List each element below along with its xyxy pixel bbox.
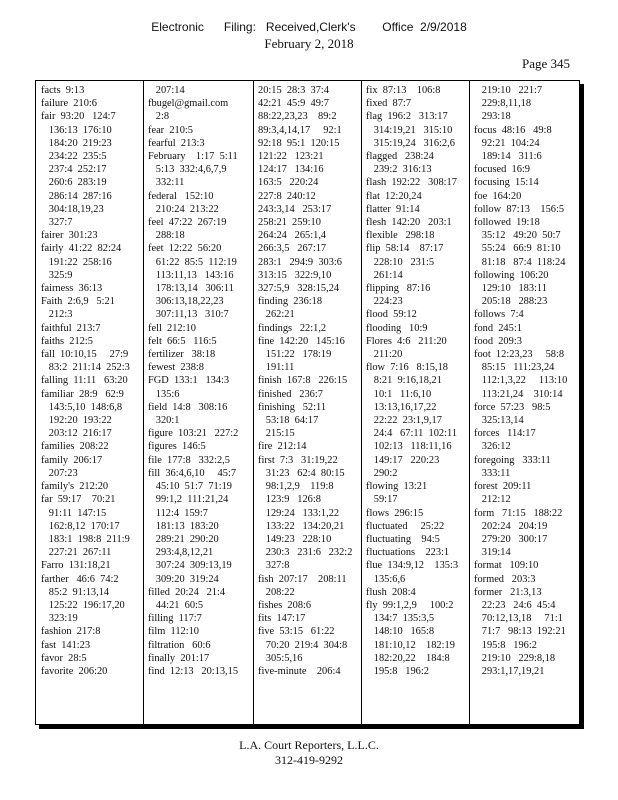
index-entry: 85:2 91:13,14 — [41, 586, 110, 598]
index-entry: 289:21 290:20 — [148, 533, 219, 545]
index-entry: 113:11,13 143:16 — [148, 269, 234, 281]
index-entry: 219:10 229:8,18 — [474, 652, 556, 664]
index-entry: 136:13 176:10 — [41, 124, 112, 136]
index-column-5 — [474, 84, 567, 678]
index-entry: 70:12,13,18 71:1 — [474, 613, 563, 625]
index-entry: flowing 13:21 — [366, 481, 428, 493]
index-entry: fishes 208:6 — [258, 599, 312, 611]
index-entry: 211:20 — [366, 349, 403, 361]
index-column-2 — [148, 84, 238, 678]
index-entry: 210:24 213:22 — [148, 203, 219, 215]
index-entry: formed 203:3 — [474, 573, 536, 585]
index-entry: fluctuated 25:22 — [366, 520, 445, 532]
index-entry: fill 36:4,6,10 45:7 — [148, 467, 237, 479]
index-entry: feel 47:22 267:19 — [148, 217, 227, 229]
index-entry: 192:20 193:22 — [41, 415, 112, 427]
index-entry: 61:22 85:5 112:19 — [148, 256, 237, 268]
index-entry: 326:12 — [474, 441, 511, 453]
index-entry: flatter 91:14 — [366, 203, 420, 215]
index-entry: fear 210:5 — [148, 124, 194, 136]
index-entry: forces 114:17 — [474, 428, 536, 440]
index-entry: faiths 212:5 — [41, 335, 93, 347]
index-entry: fluctuations 223:1 — [366, 547, 450, 559]
index-entry: 92:21 104:24 — [474, 137, 540, 149]
index-entry: fix 87:13 106:8 — [366, 85, 441, 96]
index-entry: former 21:3,13 — [474, 586, 542, 598]
index-entry: family's 212:20 — [41, 481, 109, 493]
index-entry: five 53:15 61:22 — [258, 626, 335, 638]
reporter-phone: 312-419-9292 — [275, 753, 343, 767]
index-entry: 99:1,2 111:21,24 — [148, 494, 229, 506]
index-entry: favorite 206:20 — [41, 665, 108, 677]
index-entry: 53:18 64:17 — [258, 415, 319, 427]
index-entry: flat 12:20,24 — [366, 190, 422, 202]
index-entry: 149:23 228:10 — [258, 533, 332, 545]
index-entry: 227:8 240:12 — [258, 190, 316, 202]
index-entry: fast 141:23 — [41, 639, 91, 651]
index-entry: 8:21 9:16,18,21 — [366, 375, 442, 387]
index-entry: 327:5,9 328:15,24 — [258, 283, 340, 295]
index-entry: 88:22,23,23 89:2 — [258, 111, 337, 123]
index-entry: fairer 301:23 — [41, 230, 98, 242]
index-entry: flows 296:15 — [366, 507, 424, 519]
index-entry: 92:18 95:1 120:15 — [258, 137, 340, 149]
index-entry: 327:8 — [258, 560, 290, 572]
index-entry: figure 103:21 227:2 — [148, 428, 239, 440]
column-divider — [361, 81, 362, 724]
index-entry: 148:10 165:8 — [366, 626, 435, 638]
index-entry: 102:13 118:11,16 — [366, 441, 452, 453]
index-entry: 163:5 220:24 — [258, 177, 319, 189]
index-entry: 124:17 134:16 — [258, 164, 324, 176]
index-entry: foe 164:20 — [474, 190, 522, 202]
index-entry: food 209:3 — [474, 335, 522, 347]
index-entry: 191:11 — [258, 362, 295, 374]
index-entry: find 12:13 20:13,15 — [148, 665, 239, 677]
index-entry: 313:15 322:9,10 — [258, 269, 332, 281]
index-entry: form 71:15 188:22 — [474, 507, 563, 519]
index-entry: 181:10,12 182:19 — [366, 639, 455, 651]
index-entry: 112:4 159:7 — [148, 507, 208, 519]
index-entry: file 177:8 332:2,5 — [148, 454, 230, 466]
index-entry: 151:22 178:19 — [258, 349, 332, 361]
index-entry: 332:11 — [148, 177, 185, 189]
index-entry: February 1:17 5:11 — [148, 151, 238, 163]
index-entry: 113:21,24 310:14 — [474, 388, 563, 400]
index-entry: 260:6 283:19 — [41, 177, 107, 189]
index-entry: favor 28:5 — [41, 652, 87, 664]
index-entry: 125:22 196:17,20 — [41, 599, 125, 611]
index-entry: 121:22 123:21 — [258, 151, 324, 163]
index-entry: farther 46:6 74:2 — [41, 573, 119, 585]
index-entry: five-minute 206:4 — [258, 665, 341, 677]
index-entry: 237:4 252:17 — [41, 164, 107, 176]
index-entry: 229:8,11,18 — [474, 98, 532, 110]
index-entry: 135:6 — [148, 388, 180, 400]
filing-stamp: Electronic Filing: Received,Clerk's Office 2/9/2018 — [151, 20, 467, 34]
index-entry: Farro 131:18,21 — [41, 560, 111, 572]
index-entry: flush 208:4 — [366, 586, 416, 598]
index-entry: 183:1 198:8 211:9 — [41, 533, 130, 545]
index-entry: 290:2 — [366, 467, 398, 479]
index-entry: focused 16:9 — [474, 164, 530, 176]
index-entry: 215:15 — [258, 428, 295, 440]
index-entry: fits 147:17 — [258, 613, 306, 625]
index-entry: 123:9 126:8 — [258, 494, 321, 506]
index-entry: falling 11:11 63:20 — [41, 375, 128, 387]
index-entry: flip 58:14 87:17 — [366, 243, 444, 255]
index-entry: 129:10 183:11 — [474, 283, 547, 295]
index-entry: 83:2 211:14 252:3 — [41, 362, 130, 374]
index-entry: 203:12 216:17 — [41, 428, 112, 440]
index-entry: fearful 213:3 — [148, 137, 205, 149]
index-entry: 320:1 — [148, 415, 180, 427]
index-entry: 44:21 60:5 — [148, 599, 204, 611]
index-entry: finished 236:7 — [258, 388, 323, 400]
index-entry: 307:11,13 310:7 — [148, 309, 229, 321]
index-entry: fbugel@gmail.com — [148, 98, 229, 110]
index-column-1 — [41, 84, 130, 678]
index-entry: following 106:20 — [474, 269, 549, 281]
index-entry: finding 236:18 — [258, 296, 323, 308]
index-entry: 134:7 135:3,5 — [366, 613, 435, 625]
index-entry: FGD 133:1 134:3 — [148, 375, 230, 387]
index-entry: felt 66:5 116:5 — [148, 335, 217, 347]
index-entry: focus 48:16 49:8 — [474, 124, 552, 136]
index-entry: 10:1 11:6,10 — [366, 388, 432, 400]
index-entry: flue 134:9,12 135:3 — [366, 560, 459, 572]
index-entry: 55:24 66:9 81:10 — [474, 243, 561, 255]
index-entry: fond 245:1 — [474, 322, 522, 334]
index-entry: flood 59:12 — [366, 309, 417, 321]
index-entry: 207:23 — [41, 467, 78, 479]
index-entry: 162:8,12 170:17 — [41, 520, 120, 532]
index-entry: 31:23 62:4 80:15 — [258, 467, 345, 479]
index-entry: 98:1,2,9 119:8 — [258, 481, 334, 493]
index-entry: 24:4 67:11 102:11 — [366, 428, 458, 440]
index-entry: filled 20:24 21:4 — [148, 586, 226, 598]
index-column-4 — [366, 84, 458, 678]
index-entry: 227:21 267:11 — [41, 547, 112, 559]
index-entry: 70:20 219:4 304:8 — [258, 639, 348, 651]
index-entry: 305:5,16 — [258, 652, 303, 664]
index-entry: facts 9:13 — [41, 85, 85, 96]
page-number: Page 345 — [521, 56, 570, 71]
word-index-box — [35, 80, 580, 725]
index-entry: 234:22 235:5 — [41, 151, 107, 163]
index-entry: 71:7 98:13 192:21 — [474, 626, 566, 638]
index-entry: fly 99:1,2,9 100:2 — [366, 599, 454, 611]
index-entry: foregoing 333:11 — [474, 454, 551, 466]
index-entry: failure 210:6 — [41, 98, 97, 110]
index-entry: findings 22:1,2 — [258, 322, 327, 334]
index-entry: 81:18 87:4 118:24 — [474, 256, 566, 268]
index-entry: family 206:17 — [41, 454, 103, 466]
index-entry: format 109:10 — [474, 560, 539, 572]
index-entry: finish 167:8 226:15 — [258, 375, 348, 387]
index-entry: 327:7 — [41, 217, 73, 229]
index-entry: finishing 52:11 — [258, 401, 327, 413]
index-entry: 2:8 — [148, 111, 170, 123]
index-entry: followed 19:18 — [474, 217, 540, 229]
index-entry: fashion 217:8 — [41, 626, 101, 638]
index-entry: 208:22 — [258, 586, 295, 598]
index-entry: 219:10 221:7 — [474, 85, 543, 96]
index-entry: follows 7:4 — [474, 309, 524, 321]
index-entry: 59:17 — [366, 494, 398, 506]
column-divider — [143, 81, 144, 724]
index-entry: 239:2 316:13 — [366, 164, 432, 176]
index-entry: forest 209:11 — [474, 481, 532, 493]
index-entry: 149:17 220:23 — [366, 454, 440, 466]
reporter-name: L.A. Court Reporters, L.L.C. — [239, 738, 379, 752]
index-entry: 5:13 332:4,6,7,9 — [148, 164, 227, 176]
index-entry: 181:13 183:20 — [148, 520, 219, 532]
index-entry: 35:12 49:20 50:7 — [474, 230, 561, 242]
index-entry: 325:9 — [41, 269, 73, 281]
index-entry: 22:23 24:6 45:4 — [474, 599, 556, 611]
index-entry: 323:19 — [41, 613, 78, 625]
index-entry: 262:21 — [258, 309, 295, 321]
index-entry: federal 152:10 — [148, 190, 214, 202]
column-divider — [253, 81, 254, 724]
index-entry: flexible 298:18 — [366, 230, 435, 242]
index-entry: 283:1 294:9 303:6 — [258, 256, 342, 268]
index-entry: 89:3,4,14,17 92:1 — [258, 124, 342, 136]
index-entry: flagged 238:24 — [366, 151, 434, 163]
index-entry: 133:22 134:20,21 — [258, 520, 345, 532]
index-entry: 45:10 51:7 71:19 — [148, 481, 232, 493]
index-entry: fertilizer 38:18 — [148, 349, 216, 361]
index-entry: fairly 41:22 82:24 — [41, 243, 122, 255]
index-entry: 258:21 259:10 — [258, 217, 321, 229]
column-divider — [469, 81, 470, 724]
index-entry: flesh 142:20 203:1 — [366, 217, 452, 229]
index-entry: flow 7:16 8:15,18 — [366, 362, 448, 374]
index-entry: 261:14 — [366, 269, 403, 281]
index-entry: 129:24 133:1,22 — [258, 507, 340, 519]
index-entry: fire 212:14 — [258, 441, 307, 453]
index-entry: 91:11 147:15 — [41, 507, 107, 519]
index-entry: first 7:3 31:19,22 — [258, 454, 338, 466]
index-entry: 264:24 265:1,4 — [258, 230, 327, 242]
index-entry: fish 207:17 208:11 — [258, 573, 347, 585]
index-entry: focusing 15:14 — [474, 177, 539, 189]
index-entry: flag 196:2 313:17 — [366, 111, 448, 123]
index-entry: 212:12 — [474, 494, 511, 506]
index-entry: Flores 4:6 211:20 — [366, 335, 447, 347]
index-entry: foot 12:23,23 58:8 — [474, 349, 565, 361]
index-entry: follow 87:13 156:5 — [474, 203, 565, 215]
index-entry: feet 12:22 56:20 — [148, 243, 222, 255]
index-entry: 325:13,14 — [474, 415, 524, 427]
index-entry: fair 93:20 124:7 — [41, 111, 116, 123]
index-entry: field 14:8 308:16 — [148, 401, 228, 413]
index-entry: 333:11 — [474, 467, 511, 479]
index-entry: 135:6,6 — [366, 573, 406, 585]
index-entry: 307:24 309:13,19 — [148, 560, 232, 572]
index-entry: 306:13,18,22,23 — [148, 296, 224, 308]
index-entry: 42:21 45:9 49:7 — [258, 98, 330, 110]
index-entry: 293:1,17,19,21 — [474, 665, 545, 677]
index-entry: 20:15 28:3 37:4 — [258, 85, 330, 96]
index-entry: 195:8 196:2 — [366, 665, 429, 677]
filing-date: February 2, 2018 — [264, 36, 354, 51]
index-entry: finally 201:17 — [148, 652, 210, 664]
index-entry: 85:15 111:23,24 — [474, 362, 555, 374]
index-entry: 182:20,22 184:8 — [366, 652, 450, 664]
index-entry: fell 212:10 — [148, 322, 196, 334]
index-entry: 243:3,14 253:17 — [258, 203, 332, 215]
index-entry: flooding 10:9 — [366, 322, 428, 334]
index-entry: 202:24 204:19 — [474, 520, 548, 532]
index-entry: 293:18 — [474, 111, 511, 123]
index-entry: fine 142:20 145:16 — [258, 335, 345, 347]
index-entry: 286:14 287:16 — [41, 190, 112, 202]
index-entry: filtration 60:6 — [148, 639, 211, 651]
index-entry: 195:8 196:2 — [474, 639, 537, 651]
index-entry: fairness 36:13 — [41, 283, 103, 295]
index-entry: 314:19,21 315:10 — [366, 124, 453, 136]
index-entry: force 57:23 98:5 — [474, 401, 551, 413]
index-entry: 266:3,5 267:17 — [258, 243, 327, 255]
index-entry: 293:4,8,12,21 — [148, 547, 214, 559]
index-entry: 224:23 — [366, 296, 403, 308]
index-entry: 207:14 — [148, 85, 185, 96]
index-entry: 205:18 288:23 — [474, 296, 548, 308]
index-entry: filling 117:7 — [148, 613, 202, 625]
index-entry: 178:13,14 306:11 — [148, 283, 234, 295]
index-entry: flash 192:22 308:17 — [366, 177, 457, 189]
index-entry: 288:18 — [148, 230, 185, 242]
index-entry: 184:20 219:23 — [41, 137, 112, 149]
index-entry: 189:14 311:6 — [474, 151, 542, 163]
index-entry: families 208:22 — [41, 441, 109, 453]
index-entry: 191:22 258:16 — [41, 256, 112, 268]
index-entry: Faith 2:6,9 5:21 — [41, 296, 115, 308]
index-entry: fewest 238:8 — [148, 362, 204, 374]
index-entry: 230:3 231:6 232:2 — [258, 547, 353, 559]
index-entry: 212:3 — [41, 309, 73, 321]
index-entry: 112:1,3,22 113:10 — [474, 375, 568, 387]
index-entry: figures 146:5 — [148, 441, 206, 453]
index-entry: fluctuating 94:5 — [366, 533, 440, 545]
index-entry: 304:18,19,23 — [41, 203, 104, 215]
index-entry: faithful 213:7 — [41, 322, 101, 334]
index-column-3 — [258, 84, 352, 678]
index-entry: far 59:17 70:21 — [41, 494, 116, 506]
index-entry: 228:10 231:5 — [366, 256, 435, 268]
index-entry: 22:22 23:1,9,17 — [366, 415, 442, 427]
index-entry: 279:20 300:17 — [474, 533, 548, 545]
index-entry: flipping 87:16 — [366, 283, 431, 295]
index-entry: film 112:10 — [148, 626, 199, 638]
index-entry: 13:13,16,17,22 — [366, 401, 437, 413]
index-entry: 315:19,24 316:2,6 — [366, 137, 455, 149]
index-entry: 319:14 — [474, 547, 511, 559]
index-entry: 309:20 319:24 — [148, 573, 219, 585]
index-entry: familiar 28:9 62:9 — [41, 388, 124, 400]
index-entry: fixed 87:7 — [366, 98, 412, 110]
index-entry: fall 10:10,15 27:9 — [41, 349, 129, 361]
index-entry: 143:5,10 148:6,8 — [41, 401, 123, 413]
